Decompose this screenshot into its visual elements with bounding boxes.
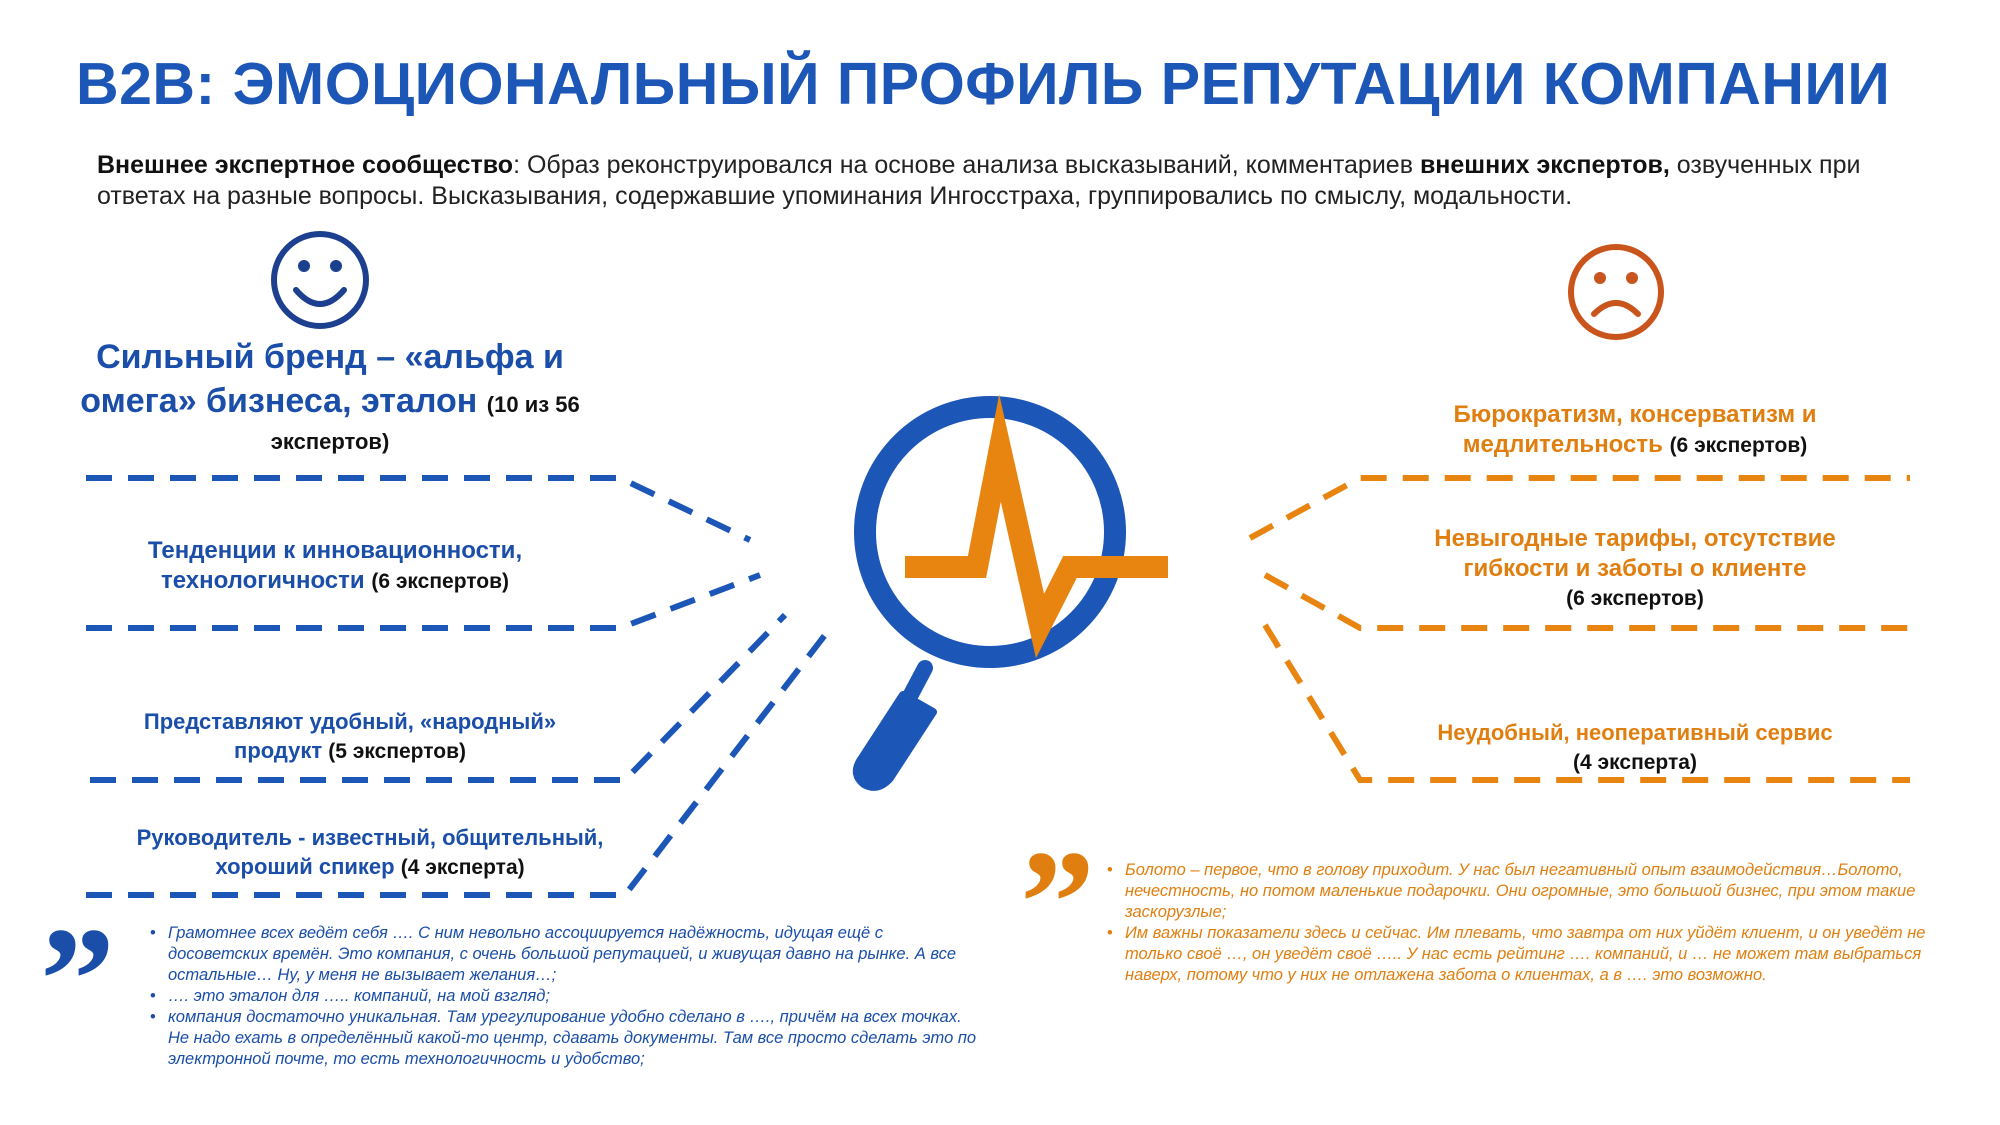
negative-item-bureaucracy (1400, 400, 1870, 461)
negative-item-count: (6 экспертов) (1669, 434, 1808, 457)
quote-item: • Им важны показатели здесь и сейчас. Им плевать, что завтра от них уйдёт клиент, и он уведёт не только своё …, он уведёт своё ….. У нас есть рейтинг …. компаний, и … не может там выбраться наверх, потому что у них не отлажена забота о клиентах, а в …. это возможно. (1107, 923, 1927, 986)
quote-mark-icon: ” (1020, 820, 1095, 986)
positive-headline (60, 335, 600, 457)
sad-face-icon (1571, 247, 1661, 337)
quote-item: • Грамотнее всех ведёт себя …. С ним невольно ассоциируется надёжность, идущая ещё с досоветских времён. Это компания, с очень большой репутацией, и живущая давно на рынке. А все остальные… Ну, у меня не вызывает желания…; (150, 923, 980, 986)
quote-item: • …. это эталон для ….. компаний, на мой взгляд; (150, 986, 980, 1007)
positive-quotes (150, 923, 980, 1070)
quote-item: • компания достаточно уникальная. Там урегулирование удобно сделано в …., причём на всех точках. Не надо ехать в определённый какой-то центр, сдавать документы. Там все просто сделать это по электронной почте, то есть технологичность и удобство; (150, 1007, 980, 1070)
intro-colon: : (513, 151, 521, 179)
positive-item-count: (6 экспертов) (371, 570, 509, 593)
positive-item-count: (5 экспертов) (328, 740, 466, 763)
negative-item-label: Невыгодные тарифы, отсутствие гибкости и заботы о клиенте (1434, 525, 1836, 582)
positive-item-product (110, 707, 590, 766)
intro-text-2: озвученных при ответах на разные вопросы. Высказывания, содержавшие упоминания Ингосстраха, группировались по смыслу, модальности. (97, 151, 1861, 210)
positive-headline-text: Сильный бренд – «альфа и омега» бизнеса, эталон (80, 338, 564, 420)
negative-item-count: (6 экспертов) (1566, 587, 1704, 610)
quote-item: • Болото – первое, что в голову приходит. У нас был негативный опыт взаимодействия…Болото, нечестность, но потом маленькие подарочки. Они огромные, это большой бизнес, при этом такие заскорузлые; (1107, 860, 1927, 923)
negative-item-label: Бюрократизм, консерватизм и медлительность (1453, 401, 1817, 458)
positive-item-count: (4 эксперта) (400, 856, 525, 879)
intro-bold-mid: внешних экспертов, (1419, 151, 1670, 179)
positive-item-label: Тенденции к инновационности, технологичности (147, 537, 523, 594)
negative-item-label: Неудобный, неоперативный сервис (1437, 720, 1833, 745)
intro-lead: Внешнее экспертное сообщество (97, 151, 514, 179)
positive-headline-count-b: экспертов) (270, 429, 390, 454)
negative-item-service (1380, 718, 1890, 778)
negative-item-count: (4 эксперта) (1573, 751, 1697, 774)
positive-item-leader (105, 823, 635, 882)
connector-brand (86, 478, 750, 540)
positive-headline-count-a: (10 из 56 (486, 392, 580, 417)
positive-item-label: Руководитель - известный, общительный, хороший спикер (136, 825, 604, 879)
quote-mark-icon: ” (40, 897, 115, 1063)
positive-item-label: Представляют удобный, «народный» продукт (143, 709, 557, 763)
negative-item-tariffs (1400, 524, 1870, 614)
smiley-face-icon (274, 234, 366, 326)
page-title: B2B: ЭМОЦИОНАЛЬНЫЙ ПРОФИЛЬ РЕПУТАЦИИ КОМПАНИИ (76, 51, 1891, 117)
positive-item-innovation (100, 536, 570, 597)
negative-quotes (1107, 860, 1927, 986)
magnifier-pulse-icon (857, 407, 1168, 787)
intro-text-1: Образ реконструировался на основе анализа высказываний, комментариев (520, 151, 1420, 179)
